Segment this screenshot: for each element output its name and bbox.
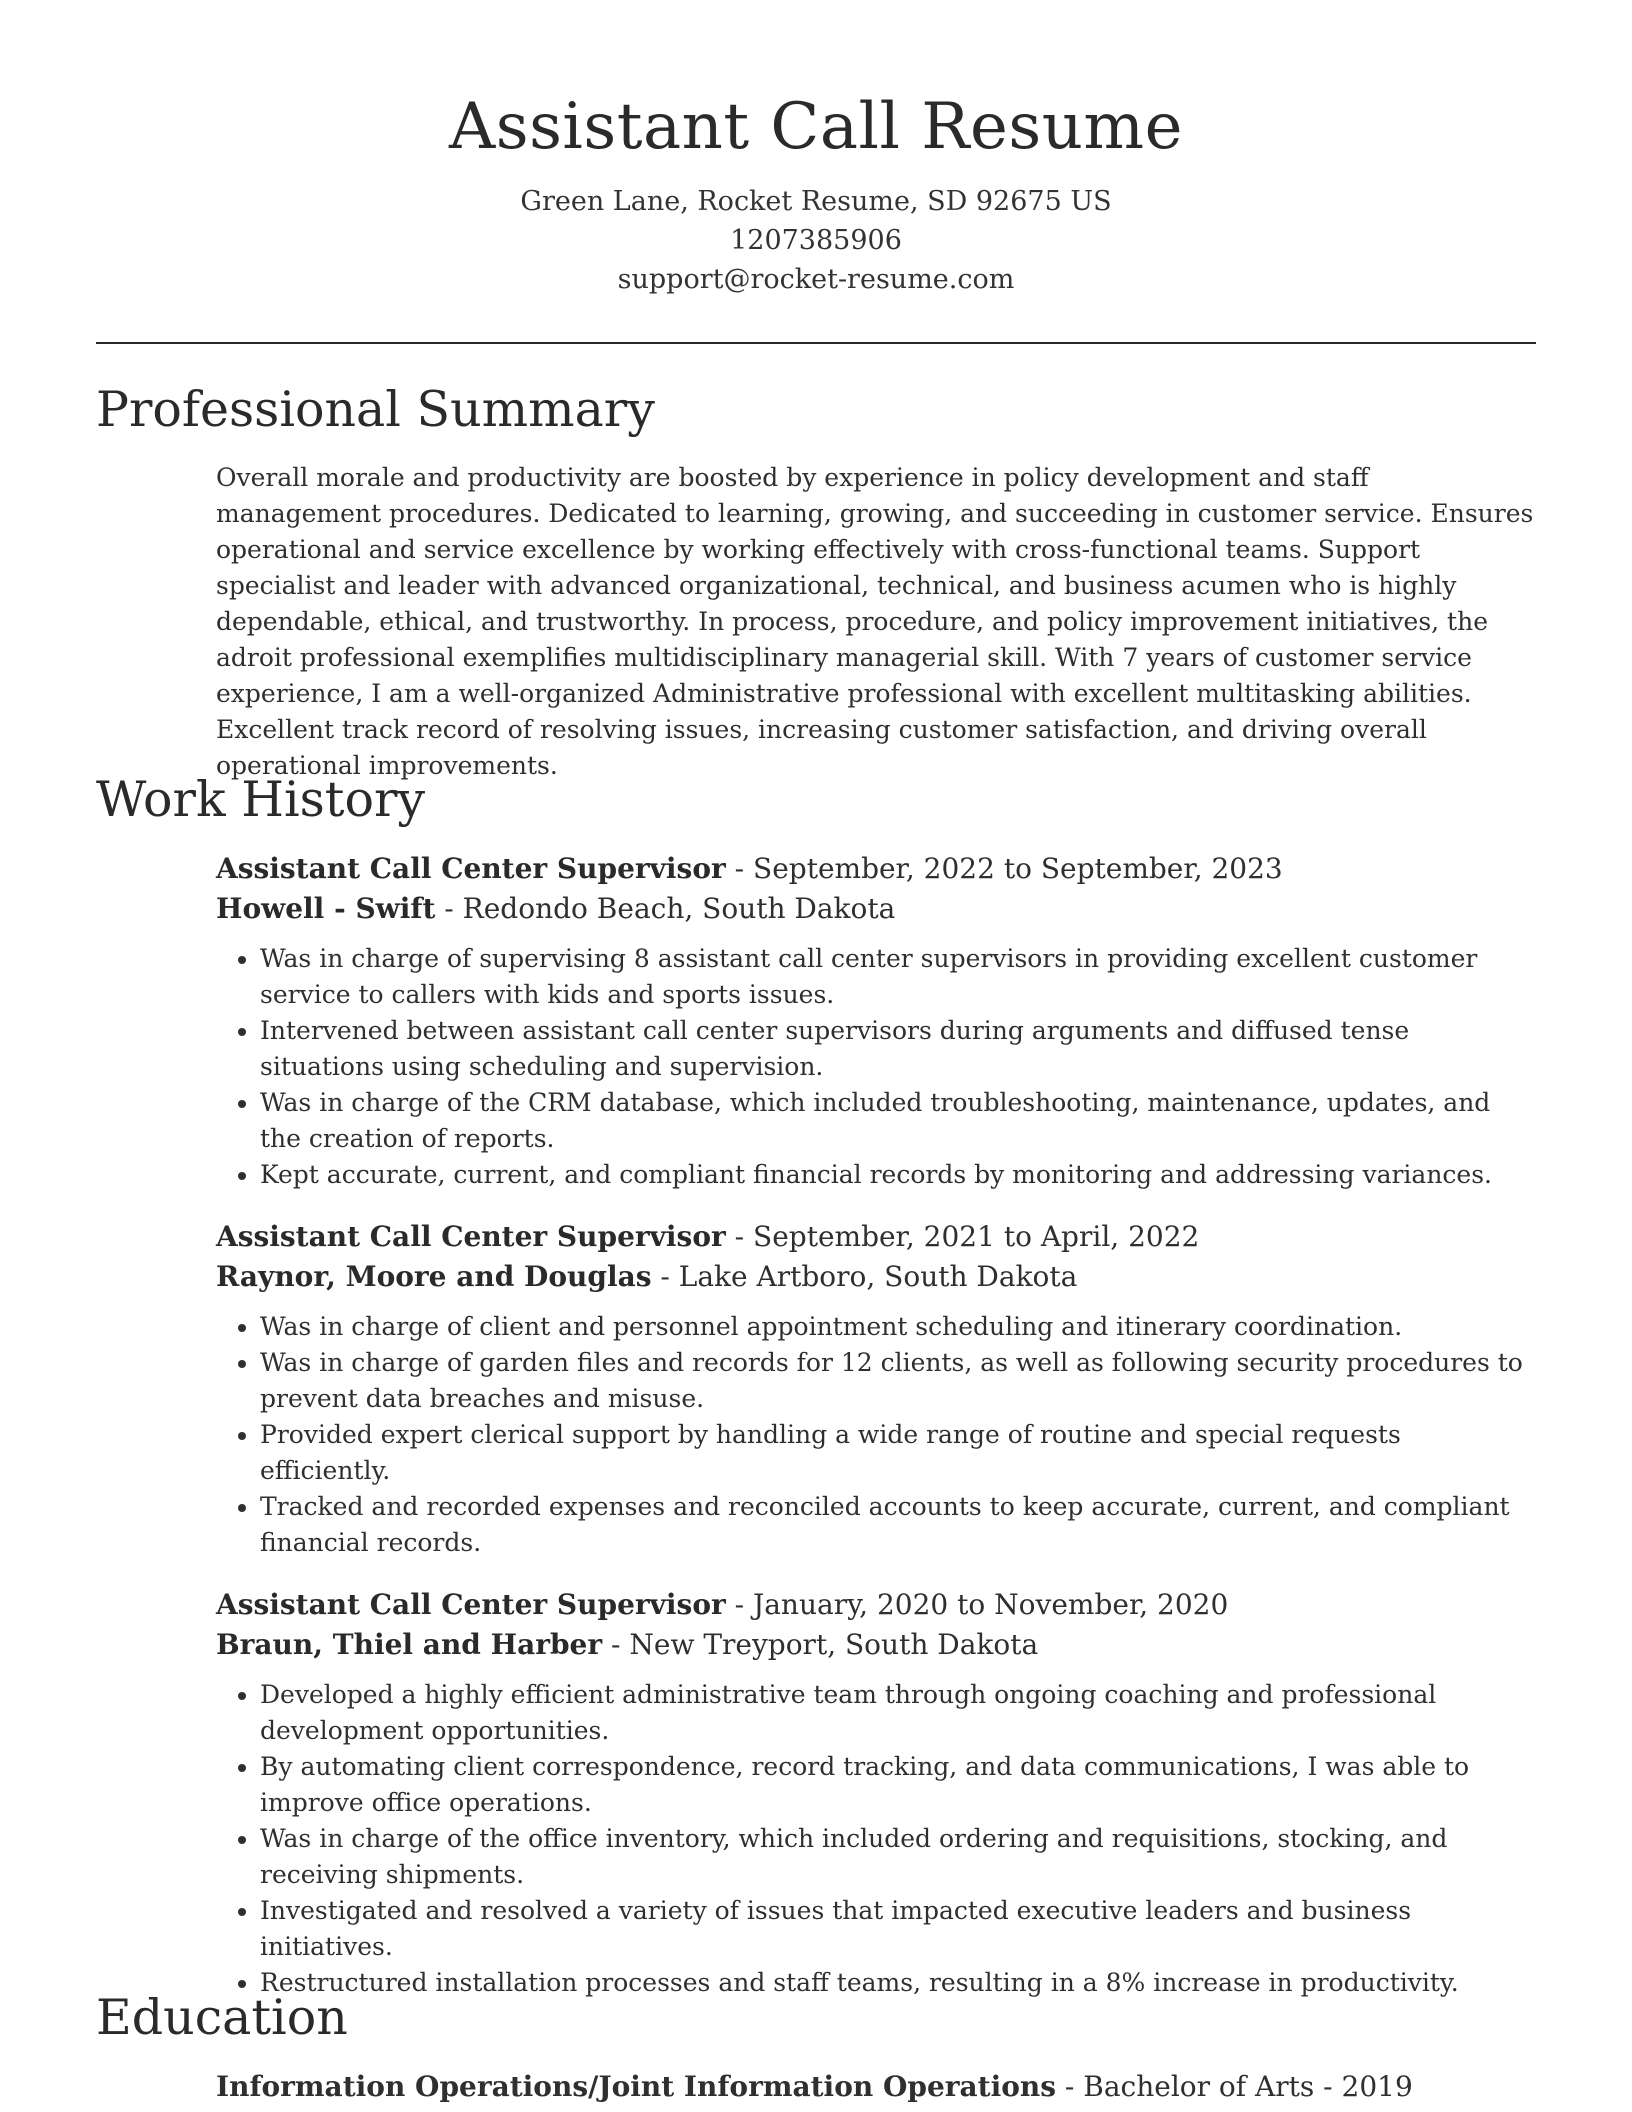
job-bullet: • Was in charge of garden files and records for 12 clients, as well as following security procedures to prevent data breaches and misuse. [260, 1345, 1536, 1417]
job-entry [216, 1217, 1536, 1561]
job-location: Redondo Beach, South Dakota [462, 892, 896, 925]
job-company: Braun, Thiel and Harber [216, 1628, 603, 1661]
education-field: Information Operations/Joint Information Operations [216, 2070, 1057, 2103]
phone: 1207385906 [730, 225, 902, 256]
work-history-title: Work History [96, 771, 426, 828]
job-bullet: • Was in charge of the CRM database, which included troubleshooting, maintenance, updates, and the creation of reports. [260, 1085, 1536, 1157]
job-bullet: • Kept accurate, current, and compliant financial records by monitoring and addressing variances. [260, 1157, 1536, 1193]
job-location: Lake Artboro, South Dakota [678, 1260, 1078, 1293]
job-bullet: • Was in charge of supervising 8 assistant call center supervisors in providing excellent customer service to callers with kids and sports issues. [260, 941, 1536, 1013]
job-role: Assistant Call Center Supervisor [216, 852, 726, 885]
job-bullet: • Developed a highly efficient administrative team through ongoing coaching and professional development opportunities. [260, 1677, 1536, 1749]
separator: - [651, 1260, 679, 1293]
job-bullets [216, 1309, 1536, 1561]
job-bullet: • By automating client correspondence, record tracking, and data communications, I was able to improve office operations. [260, 1749, 1536, 1821]
separator: - [725, 1220, 754, 1253]
job-company: Howell - Swift [216, 892, 436, 925]
job-bullets [216, 1677, 1536, 2001]
separator: - [1056, 2070, 1084, 2103]
job-bullet: • Was in charge of client and personnel appointment scheduling and itinerary coordination. [260, 1309, 1536, 1345]
job-entry [216, 1585, 1536, 2001]
education-year: 2019 [1341, 2070, 1413, 2103]
job-bullet: • Provided expert clerical support by handling a wide range of routine and special requests efficiently. [260, 1417, 1536, 1489]
job-bullet: • Tracked and recorded expenses and reconciled accounts to keep accurate, current, and compliant financial records. [260, 1489, 1536, 1561]
job-role: Assistant Call Center Supervisor [216, 1220, 726, 1253]
summary-section [216, 460, 1536, 784]
job-company-line [216, 889, 1536, 929]
job-dates: September, 2022 to September, 2023 [753, 852, 1283, 885]
education-degree: Bachelor of Arts [1083, 2070, 1315, 2103]
job-bullet: • Intervened between assistant call center supervisors during arguments and diffused tense situations using scheduling and supervision. [260, 1013, 1536, 1085]
job-company-line [216, 1257, 1536, 1297]
separator: - [725, 852, 754, 885]
job-dates: September, 2021 to April, 2022 [753, 1220, 1200, 1253]
job-role: Assistant Call Center Supervisor [216, 1588, 726, 1621]
job-title-line [216, 849, 1536, 889]
job-bullet: • Investigated and resolved a variety of issues that impacted executive leaders and business initiatives. [260, 1893, 1536, 1965]
summary-title: Professional Summary [96, 381, 655, 438]
job-bullets [216, 941, 1536, 1193]
separator: - [602, 1628, 630, 1661]
job-bullet: • Restructured installation processes and staff teams, resulting in a 8% increase in productivity. [260, 1965, 1536, 2001]
separator: - [725, 1588, 754, 1621]
separator: - [435, 892, 463, 925]
address: Green Lane, Rocket Resume, SD 92675 US [520, 186, 1112, 217]
separator: - [1314, 2070, 1342, 2103]
education-section [216, 2067, 1536, 2107]
contact-info [0, 182, 1632, 299]
job-title-line [216, 1217, 1536, 1257]
header-divider [96, 342, 1536, 344]
candidate-name: Assistant Call Resume [449, 90, 1183, 164]
job-entry [216, 849, 1536, 1193]
job-bullet: • Was in charge of the office inventory, which included ordering and requisitions, stocking, and receiving shipments. [260, 1821, 1536, 1893]
job-company: Raynor, Moore and Douglas [216, 1260, 652, 1293]
education-title: Education [96, 1989, 348, 2046]
email: support@rocket-resume.com [617, 264, 1015, 295]
job-company-line [216, 1625, 1536, 1665]
work-history-section [216, 849, 1536, 2025]
job-title-line [216, 1585, 1536, 1625]
summary-text: Overall morale and productivity are boosted by experience in policy development and staff management procedures. Dedicated to learning, growing, and succeeding in customer service. Ensures operational and service excellence by working effectively with cross-functional teams. Support specialist and leader with advanced organizational, technical, and business acumen who is highly dependable, ethical, and trustworthy. In process, procedure, and policy improvement initiatives, the adroit professional exemplifies multidisciplinary managerial skill. With 7 years of customer service experience, I am a well-organized Administrative professional with excellent multitasking abilities. Excellent track record of resolving issues, increasing customer satisfaction, and driving overall operational improvements. [216, 463, 1534, 780]
job-dates: January, 2020 to November, 2020 [753, 1588, 1229, 1621]
resume-header [0, 0, 1632, 299]
education-entry [216, 2067, 1536, 2107]
job-location: New Treyport, South Dakota [629, 1628, 1039, 1661]
